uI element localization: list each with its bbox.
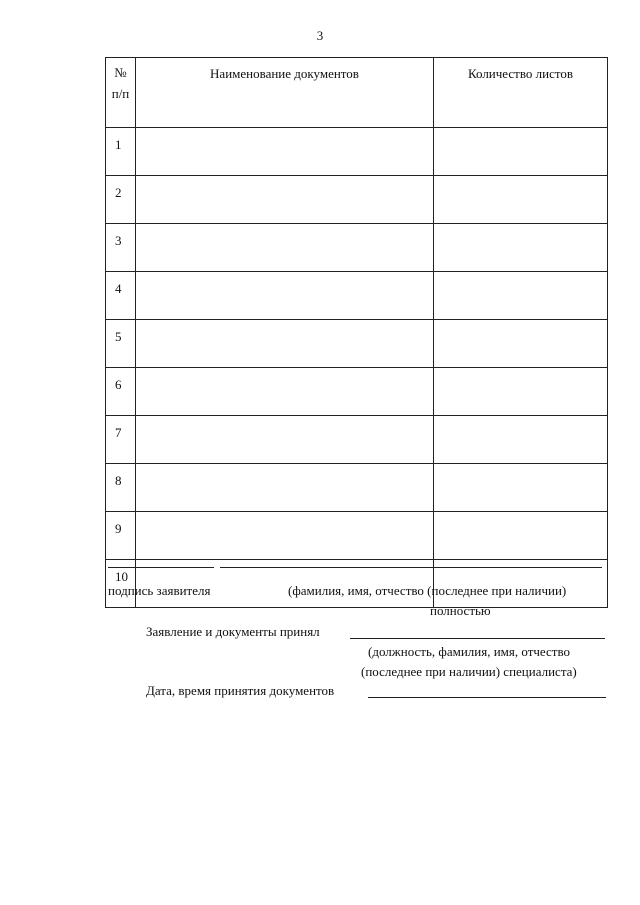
row-number: 2 [106, 176, 136, 224]
document-name-cell [136, 176, 434, 224]
document-name-cell [136, 416, 434, 464]
row-number: 9 [106, 512, 136, 560]
accepted-caption-line2: (последнее при наличии) специалиста) [361, 664, 577, 679]
header-number-symbol: № [114, 65, 127, 80]
sheet-count-cell [434, 416, 608, 464]
signature-line [108, 567, 214, 568]
row-number: 6 [106, 368, 136, 416]
row-number: 3 [106, 224, 136, 272]
table-row [106, 176, 608, 224]
acceptance-datetime-line [368, 697, 606, 698]
accepted-by-line [350, 638, 605, 639]
row-number: 5 [106, 320, 136, 368]
page-number: 3 [316, 28, 324, 43]
fio-line [220, 567, 602, 568]
document-name-cell [136, 320, 434, 368]
document-name-cell [136, 128, 434, 176]
applicant-signature-label: подпись заявителя [108, 583, 211, 598]
acceptance-datetime-label: Дата, время принятия документов [146, 683, 335, 698]
table-row [106, 464, 608, 512]
header-document-name: Наименование документов [136, 58, 434, 128]
document-name-cell [136, 272, 434, 320]
table-row [106, 224, 608, 272]
row-number: 10 [106, 560, 136, 608]
header-sheet-count: Количество листов [434, 58, 608, 128]
sheet-count-cell [434, 176, 608, 224]
sheet-count-cell [434, 128, 608, 176]
header-number-abbr: п/п [111, 86, 130, 101]
sheet-count-cell [434, 224, 608, 272]
header-number [106, 58, 136, 128]
row-number: 1 [106, 128, 136, 176]
accepted-caption-line1: (должность, фамилия, имя, отчество [368, 644, 571, 659]
table-header-row [106, 58, 608, 128]
sheet-count-cell [434, 320, 608, 368]
table-row [106, 368, 608, 416]
table-row [106, 272, 608, 320]
document-name-cell [136, 512, 434, 560]
document-name-cell [136, 368, 434, 416]
table-row [106, 512, 608, 560]
fio-label-continuation: полностью [430, 603, 491, 618]
sheet-count-cell [434, 512, 608, 560]
row-number: 7 [106, 416, 136, 464]
sheet-count-cell [434, 368, 608, 416]
documents-table [105, 57, 608, 608]
table-row [106, 320, 608, 368]
row-number: 8 [106, 464, 136, 512]
table-row [106, 416, 608, 464]
document-name-cell [136, 464, 434, 512]
sheet-count-cell [434, 272, 608, 320]
sheet-count-cell [434, 464, 608, 512]
table-row [106, 128, 608, 176]
fio-label: (фамилия, имя, отчество (последнее при наличии) [288, 583, 567, 598]
document-name-cell [136, 224, 434, 272]
row-number: 4 [106, 272, 136, 320]
accepted-by-label: Заявление и документы принял [146, 624, 320, 639]
